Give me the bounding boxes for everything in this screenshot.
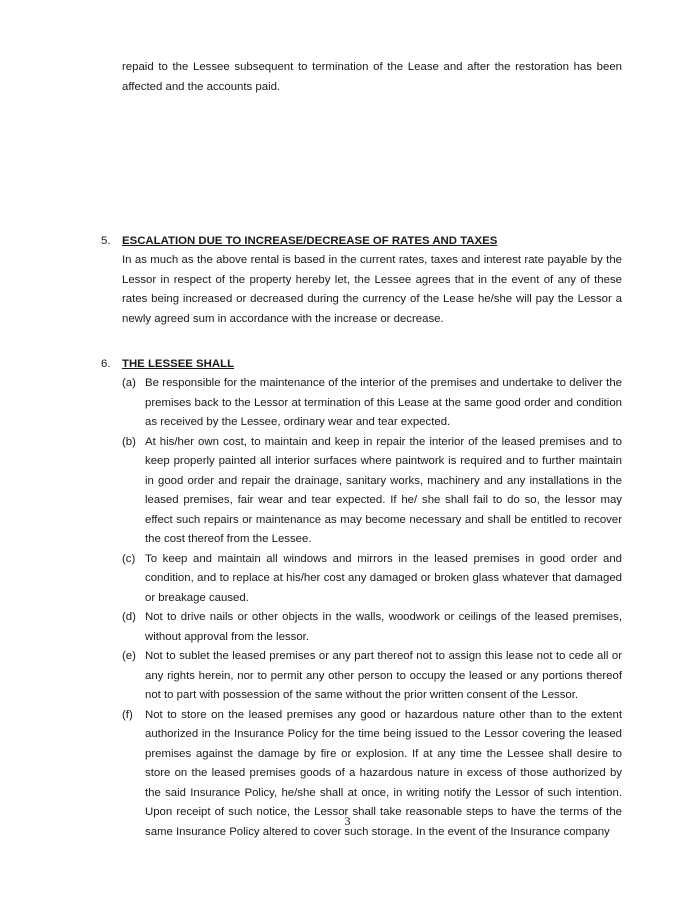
section-6-heading: THE LESSEE SHALL	[122, 358, 235, 370]
clause-text: Not to sublet the leased premises or any part thereof not to assign this lease not to cede all or any rights herein, nor to permit any other person to occupy the leased or any portions thereof not to part with possession of the same without the prior written consent of the Lessor.	[145, 650, 622, 701]
section-6-clause-list	[122, 374, 622, 842]
clause-b	[122, 433, 622, 550]
clause-label: (a)	[122, 377, 136, 389]
clause-text: To keep and maintain all windows and mirrors in the leased premises in good order and condition, and to replace at his/her cost any damaged or broken glass whatever that damaged or breakage caused.	[145, 552, 622, 604]
clause-label: (c)	[122, 552, 136, 565]
clause-label: (e)	[122, 650, 136, 662]
intro-paragraph: repaid to the Lessee subsequent to termination of the Lease and after the restoration has been affected and the accounts paid.	[122, 61, 622, 93]
clause-e	[122, 647, 622, 706]
section-5-body: In as much as the above rental is based in the current rates, taxes and interest rate payable by the Lessor in respect of the property hereby let, the Lessee agrees that in the event of any of these rates being increased or decreased during the currency of the Lease he/she will pay the Lessor a newly agreed sum in accordance with the increase or decrease.	[122, 254, 622, 325]
clause-text: At his/her own cost, to maintain and keep in repair the interior of the leased premises and to keep properly painted all interior surfaces where paintwork is required and to further maintain in good order and repair the drainage, sanitary works, machinery and any installations in the leased premises, fair wear and tear expected. If he/ she shall fail to do so, the lessor may effect such repairs or maintenance as may become necessary and shall be entitled to recover the cost thereof from the Lessee.	[145, 435, 622, 545]
clause-text: Be responsible for the maintenance of the interior of the premises and undertake to deliver the premises back to the Lessor at termination of this Lease at the same good order and condition as received by the Lessee, ordinary wear and tear expected.	[145, 377, 622, 428]
section-6-number: 6.	[101, 358, 111, 370]
clause-text: Not to store on the leased premises any good or hazardous nature other than to the extent authorized in the Insurance Policy for the time being issued to the Lessor covering the leased premises against the damage by fire or explosion. If at any time the Lessee shall desire to store on the leased premises goods of a hazardous nature in excess of those authorized by the said Insurance Policy, he/she shall at once, in writing notify the Lessor of such intention. Upon receipt of such notice, the Lessor shall take reasonable steps to have the terms of the same Insurance Policy altered to cover such storage. In the event of the Insurance company	[145, 708, 622, 838]
page-number: 3	[344, 814, 351, 828]
clause-label: (d)	[122, 611, 136, 623]
section-5-number: 5.	[101, 235, 111, 247]
clause-label: (b)	[122, 435, 136, 448]
clause-label: (f)	[122, 708, 133, 721]
clause-a	[122, 374, 622, 433]
section-5-heading: ESCALATION DUE TO INCREASE/DECREASE OF RATES AND TAXES	[122, 235, 498, 247]
clause-text: Not to drive nails or other objects in the walls, woodwork or ceilings of the leased premises, without approval from the lessor.	[145, 611, 622, 643]
clause-d	[122, 608, 622, 647]
clause-c	[122, 550, 622, 609]
